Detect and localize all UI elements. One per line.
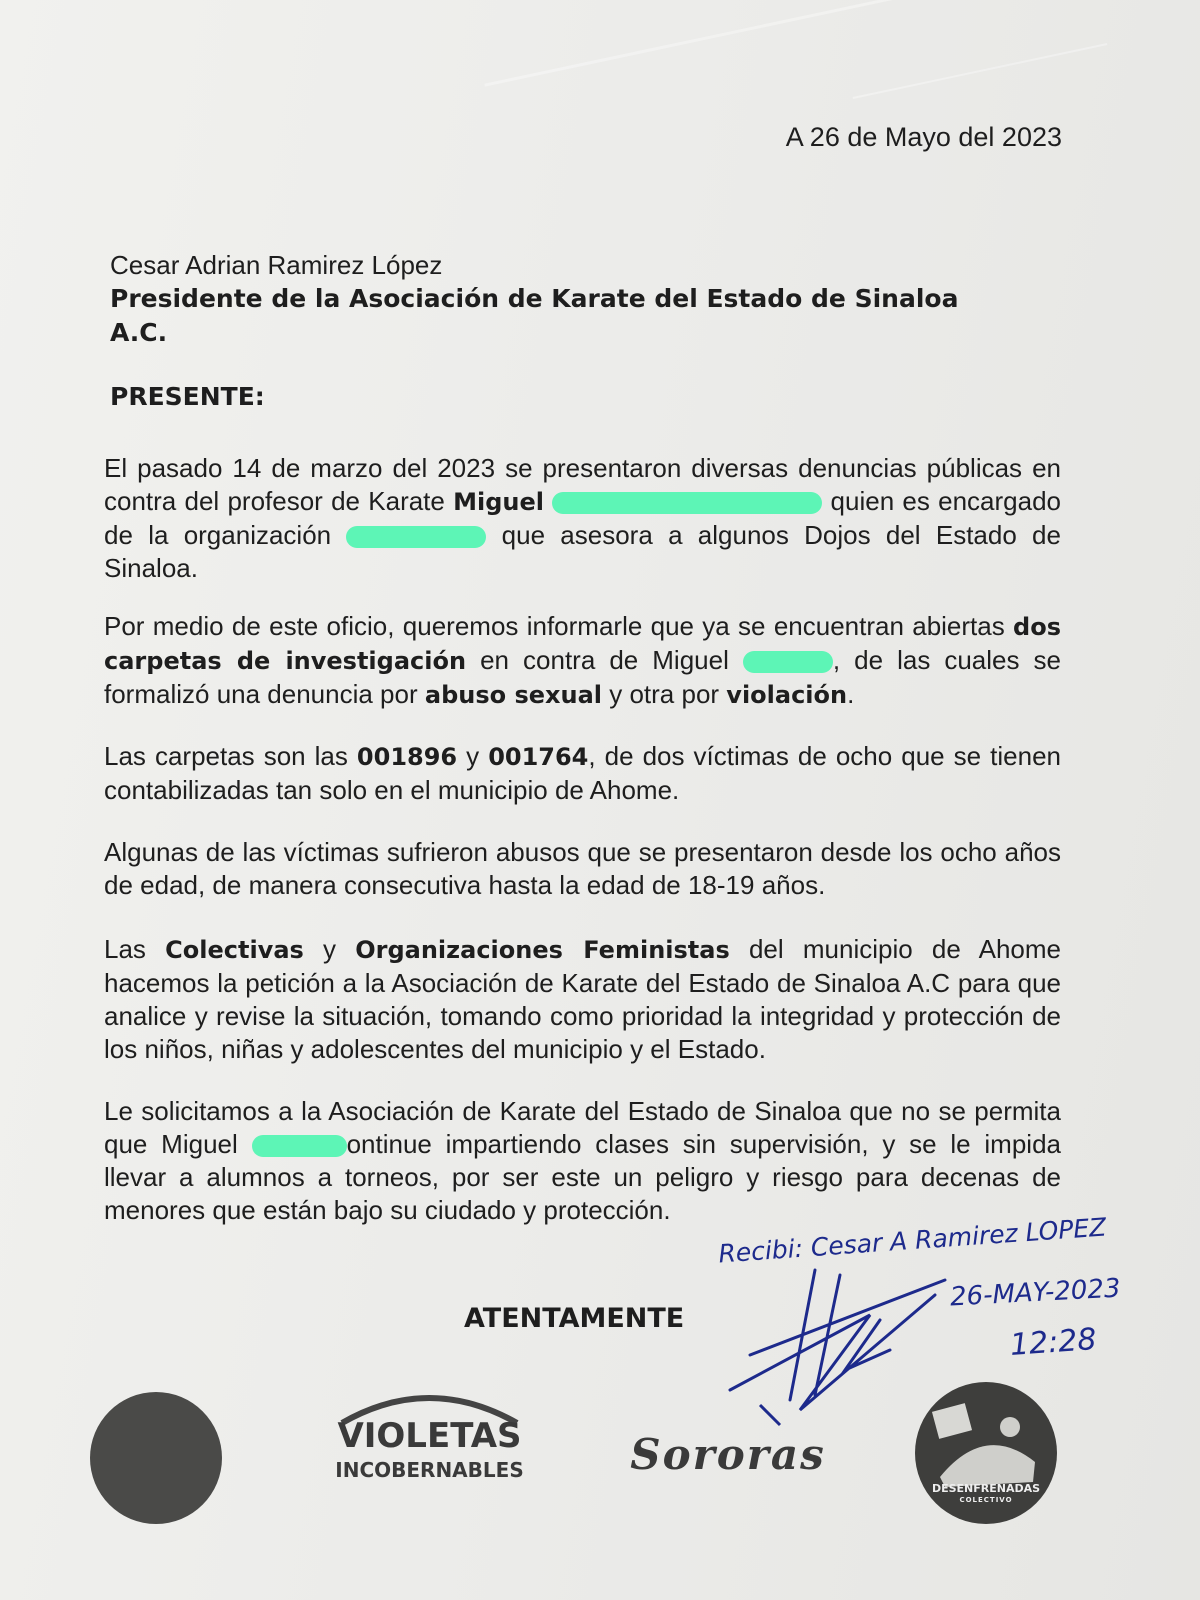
desenfrenadas-logo-text: DESENFRENADAS: [931, 1482, 1041, 1495]
p2-bold-violacion: violación: [726, 681, 848, 709]
p1-bold-name: Miguel: [453, 488, 545, 516]
p3-text-a: Las carpetas son las: [104, 741, 357, 771]
letter-date: A 26 de Mayo del 2023: [785, 122, 1062, 152]
p1-text-a: El pasado 14 de marzo del 2023 se presentaron diversas denuncias públicas en contra del profesor de Karate: [104, 453, 1061, 516]
p1-text-d: que asesora a algunos Dojos del Estado de Sinaloa.: [104, 520, 1061, 583]
desenfrenadas-logo: [915, 1382, 1057, 1524]
redaction-mark: [346, 526, 486, 548]
p5-bold-colectivas: Colectivas: [165, 936, 304, 964]
paragraph-4: Algunas de las víctimas sufrieron abusos que se presentaron desde los ocho años de edad, de manera consecutiva hasta la edad de 18-19 años.: [104, 837, 1061, 900]
redaction-mark: [743, 651, 833, 673]
p3-text-e: , de dos víctimas de ocho que se tienen contabilizadas tan solo en el municipio de Ahome.: [104, 741, 1061, 805]
p2-text-f: y otra por: [602, 679, 727, 709]
handwritten-date: 26-MAY-2023: [949, 1273, 1122, 1313]
redaction-mark: [252, 1135, 347, 1157]
paper-crease: [853, 43, 1108, 99]
handwritten-time: 12:28: [1008, 1322, 1098, 1363]
p5-text-c: y: [303, 934, 356, 964]
p3-bold-carpeta-2: 001764: [488, 743, 589, 771]
salutation: PRESENTE:: [110, 382, 265, 411]
p3-text-c: y: [457, 741, 489, 771]
p2-text-d: , de las cuales se formalizó una denuncia por: [104, 645, 1061, 709]
redaction-mark: [552, 492, 822, 514]
p1-text-c: quien es encargado de la organización: [104, 486, 1062, 550]
handwritten-received: Recibi: Cesar A Ramirez LOPEZ: [717, 1212, 1108, 1269]
sororas-logo-text: Sororas: [630, 1430, 826, 1479]
violetas-logo-bottom: INCOBERNABLES: [335, 1458, 524, 1482]
p2-text-c: en contra de Miguel: [466, 645, 743, 675]
desenfrenadas-logo-subtext: COLECTIVO: [959, 1496, 1013, 1504]
p3-bold-carpeta-1: 001896: [356, 743, 458, 771]
paragraph-3: [104, 740, 1061, 807]
violetas-incobernables-logo: [332, 1378, 527, 1498]
p6-text-a: Le solicitamos a la Asociación de Karate del Estado de Sinaloa que no se permita que Miguel: [104, 1096, 1061, 1159]
p5-text-e: del municipio de Ahome hacemos la petición a la Asociación de Karate del Estado de Sinaloa A.C para que analice y revise la situación, tomando como prioridad la integridad y protección de los niños, niñas y adolescentes del municipio y el Estado.: [104, 934, 1061, 1064]
collective-logo-dark-circle: [90, 1392, 222, 1524]
paragraph-1: [104, 452, 1061, 585]
paper-crease: [484, 0, 895, 87]
p2-bold-abuso: abuso sexual: [424, 681, 603, 709]
violetas-logo-top: VIOLETAS: [337, 1416, 522, 1456]
p5-bold-organizaciones: Organizaciones Feministas: [355, 936, 730, 964]
p2-text-a: Por medio de este oficio, queremos informarle que ya se encuentran abiertas: [104, 611, 1014, 641]
p6-text-b: ontinue impartiendo clases sin supervisión, y se le impida llevar a alumnos a torneos, por ser este un peligro y riesgo para decenas de menores que están bajo su ciudado y protección.: [104, 1129, 1061, 1225]
p2-text-h: .: [847, 679, 855, 709]
recipient-title: Presidente de la Asociación de Karate del Estado de Sinaloa A.C.: [110, 284, 959, 347]
recipient-block: [110, 248, 970, 350]
paragraph-5: [104, 933, 1061, 1066]
p2-bold-carpetas: dos carpetas de investigación: [104, 613, 1061, 675]
closing: ATENTAMENTE: [464, 1303, 685, 1334]
p5-text-a: Las: [104, 934, 166, 964]
paragraph-2: [104, 610, 1061, 712]
recipient-name: Cesar Adrian Ramirez López: [110, 250, 443, 280]
paragraph-6: [104, 1095, 1061, 1227]
sororas-logo: [628, 1430, 828, 1500]
